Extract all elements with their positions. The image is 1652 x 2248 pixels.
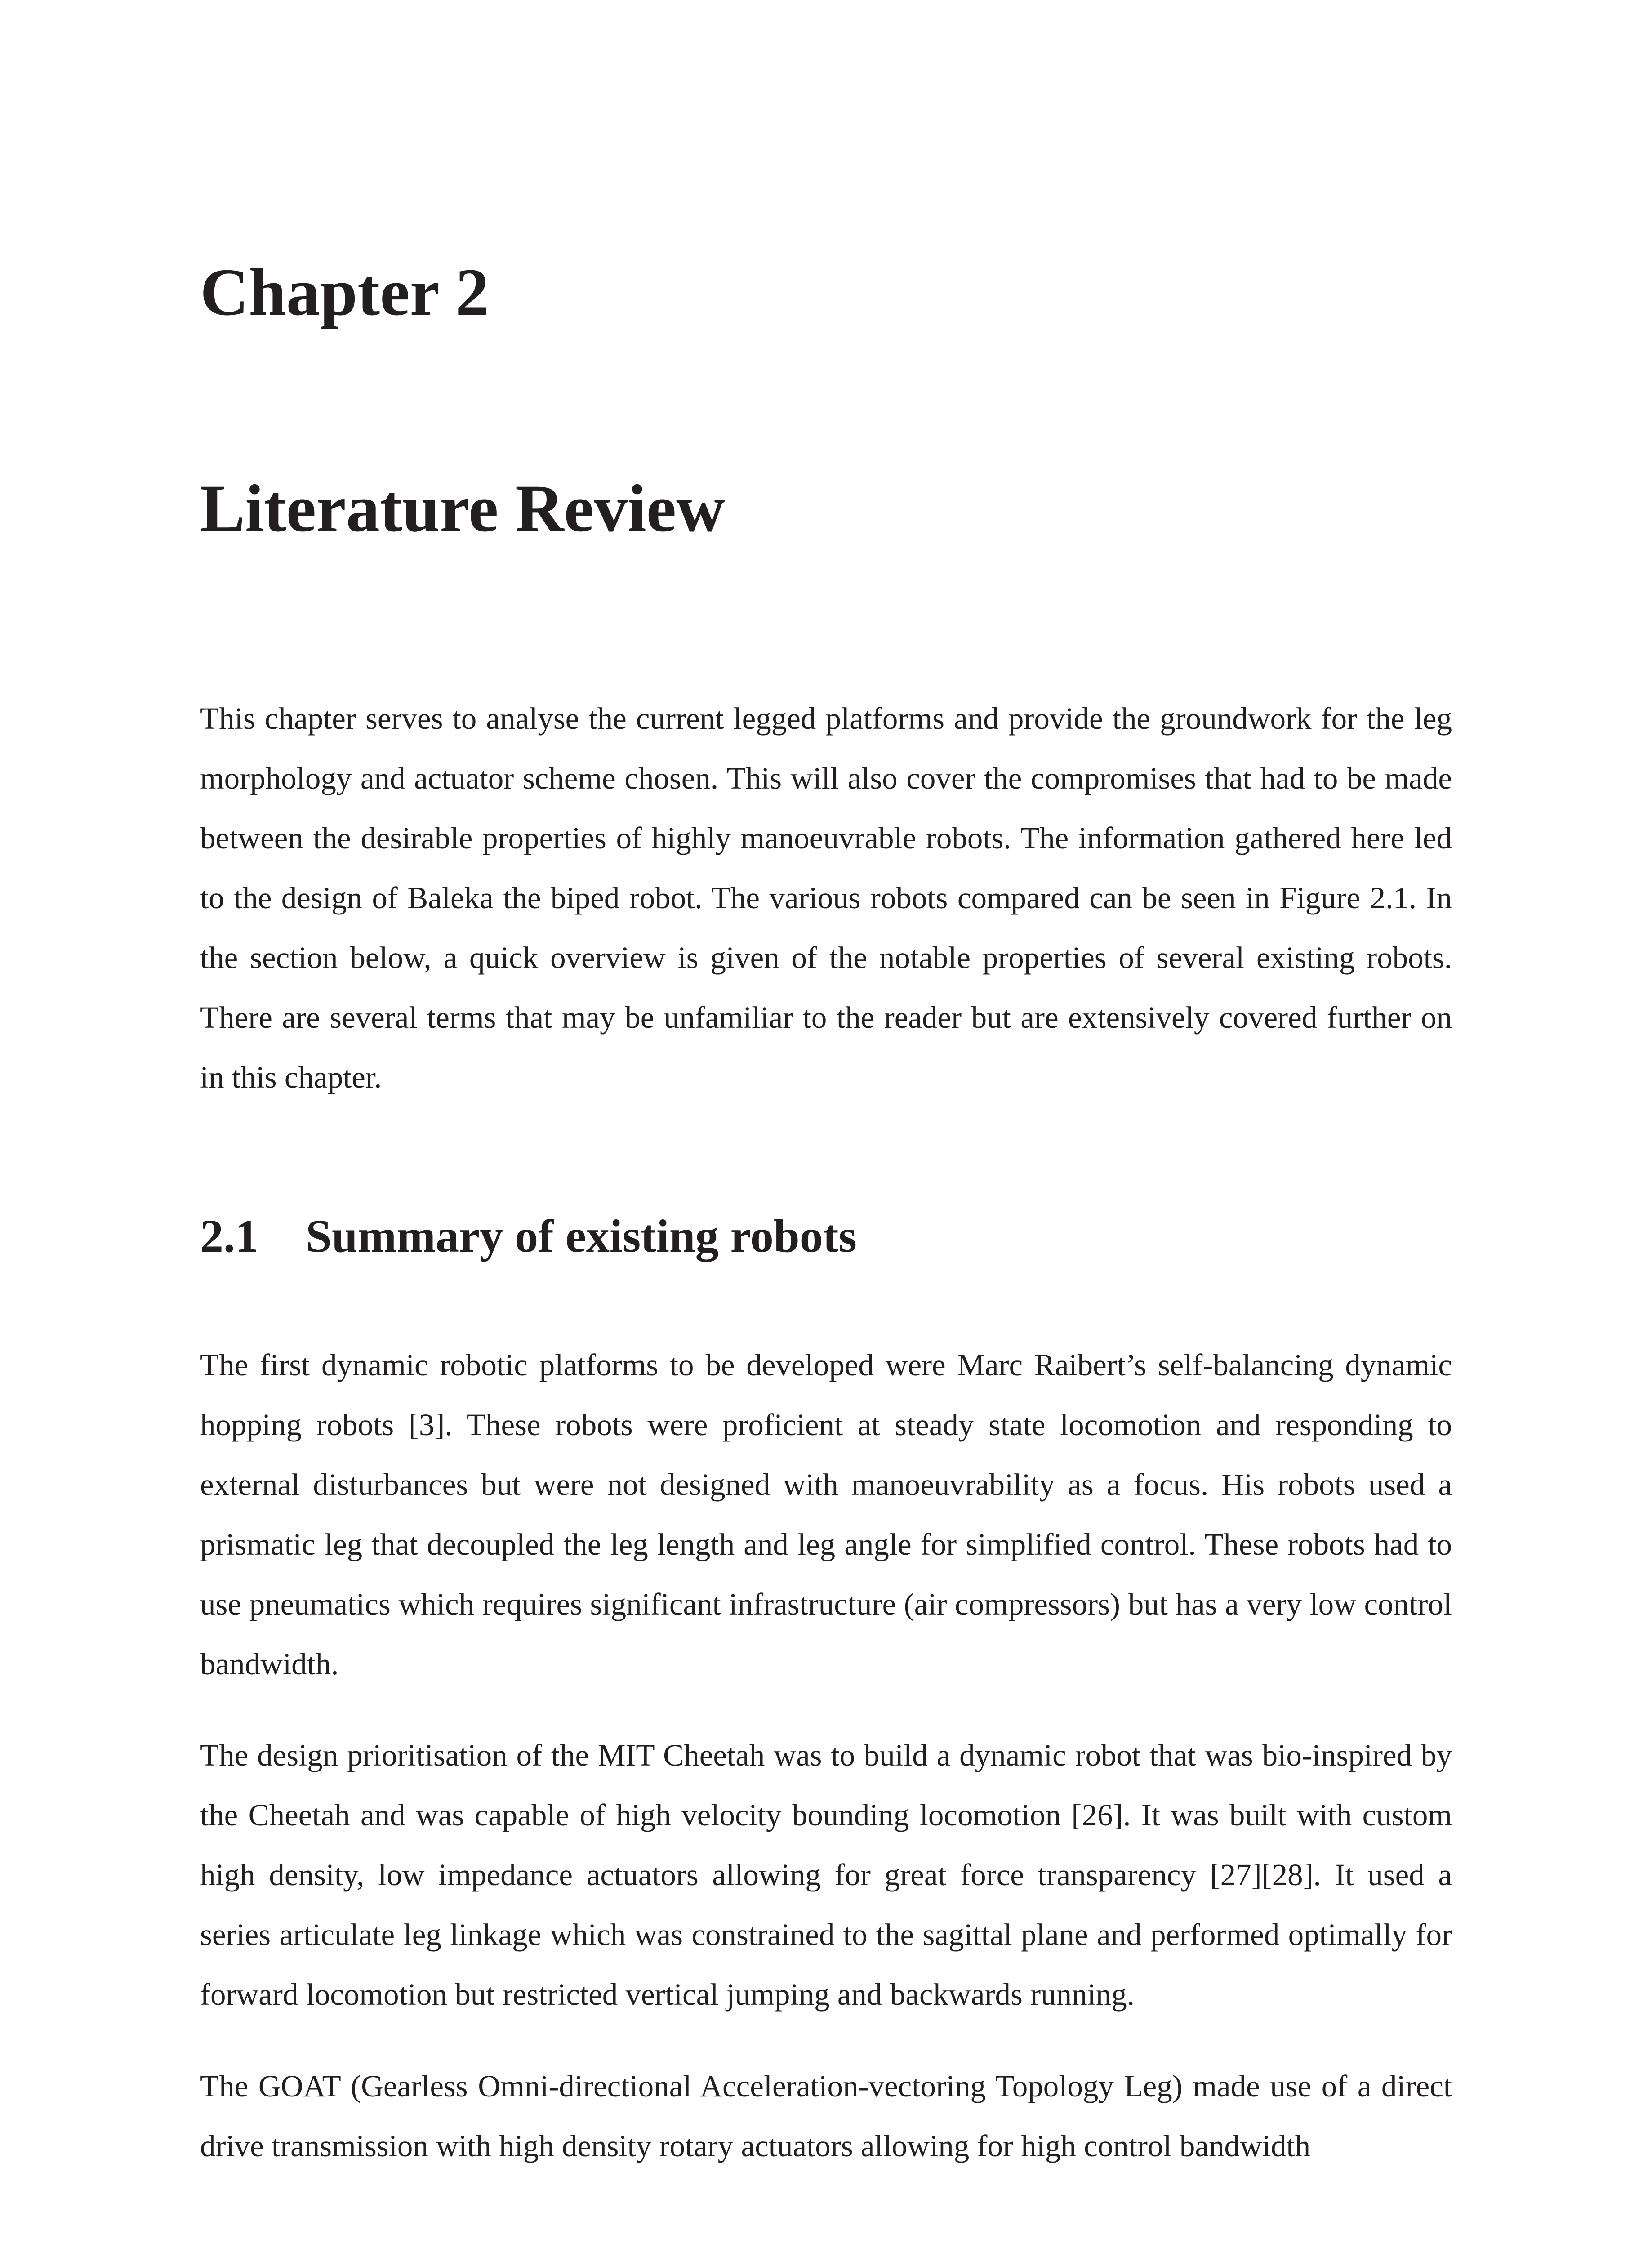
section-number: 2.1 xyxy=(200,1210,258,1262)
paragraph-mit-cheetah: The design prioritisation of the MIT Cheetah was to build a dynamic robot that was bio-inspired by the Cheetah and was capable of high velocity bounding locomotion [26]. It was built with custom high density, low impedance actuators allowing for great force transparency [27][28]. It used a series articulate leg linkage which was constrained to the sagittal plane and performed optimally for forward locomotion but restricted vertical jumping and backwards running. xyxy=(200,1738,1452,2012)
paragraph-goat-leg: The GOAT (Gearless Omni-directional Acceleration-vectoring Topology Leg) made use of a direct drive transmission with high density rotary actuators allowing for high control bandwidth xyxy=(200,2069,1452,2163)
paragraph-raibert-robots: The first dynamic robotic platforms to be developed were Marc Raibert’s self-balancing dynamic hopping robots [3]. These robots were proficient at steady state locomotion and responding to external disturbances but were not designed with manoeuvrability as a focus. His robots used a prismatic leg that decoupled the leg length and leg angle for simplified control. These robots had to use pneumatics which requires significant infrastructure (air compressors) but has a very low control bandwidth. xyxy=(200,1348,1452,1681)
section-title: Summary of existing robots xyxy=(306,1210,857,1262)
chapter-title: Literature Review xyxy=(200,471,725,546)
section-heading xyxy=(200,1210,857,1262)
intro-paragraph: This chapter serves to analyse the current legged platforms and provide the groundwork for the leg morphology and actuator scheme chosen. This will also cover the compromises that had to be made between the desirable properties of highly manoeuvrable robots. The information gathered here led to the design of Baleka the biped robot. The various robots compared can be seen in Figure 2.1. In the section below, a quick overview is given of the notable properties of several existing robots. There are several terms that may be unfamiliar to the reader but are extensively covered further on in this chapter. xyxy=(200,701,1452,1094)
chapter-label: Chapter 2 xyxy=(200,255,490,330)
